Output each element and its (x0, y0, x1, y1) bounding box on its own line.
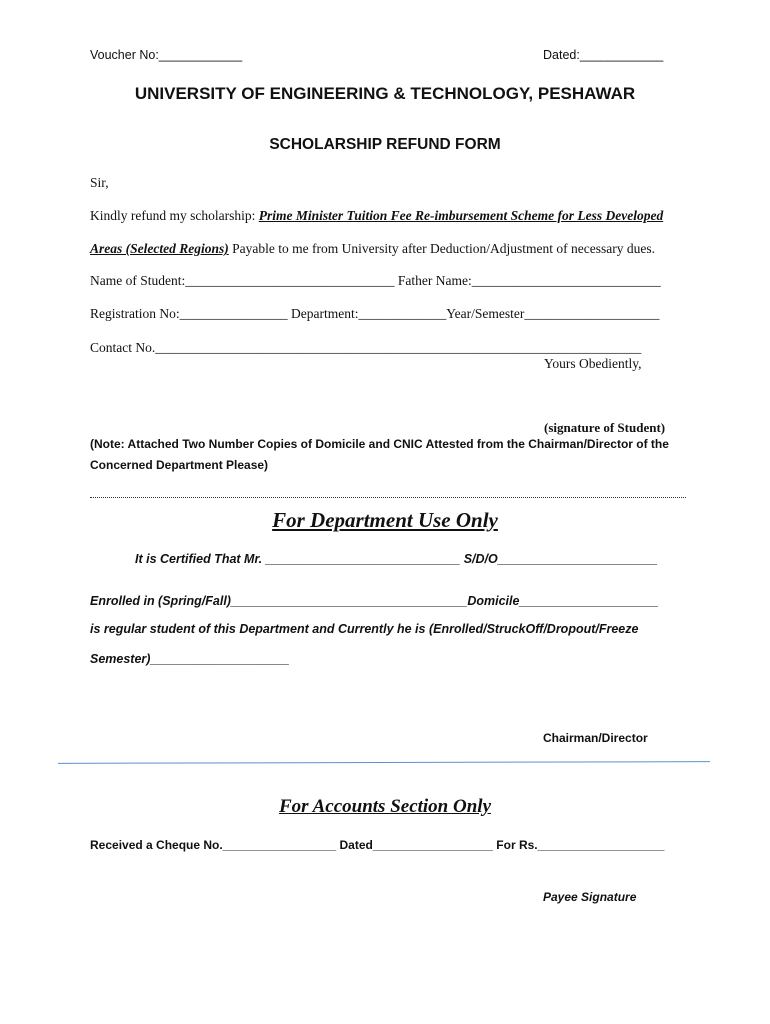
university-name: UNIVERSITY OF ENGINEERING & TECHNOLOGY, PESHAWAR (134, 84, 636, 103)
contact-field: Contact No.________________________________________________________________________ (90, 340, 642, 355)
scheme-name: Prime Minister Tuition Fee Re-imbursement Scheme for Less Developed (258, 208, 664, 223)
closing: Yours Obediently, (544, 356, 642, 371)
refund-request-line-2 (90, 241, 655, 257)
payee-signature-label: Payee Signature (543, 890, 637, 904)
student-signature-label: (signature of Student) (544, 420, 666, 435)
note-line-1: (Note: Attached Two Number Copies of Domicile and CNIC Attested from the Chairman/Director of the (90, 437, 669, 451)
accounts-section-title: For Accounts Section Only (278, 796, 491, 817)
note-line-2: Concerned Department Please) (90, 458, 269, 472)
form-title: SCHOLARSHIP REFUND FORM (269, 136, 501, 153)
section-divider (90, 497, 686, 498)
certified-line: It is Certified That Mr. ____________________________ S/D/O_______________________ (135, 552, 658, 566)
registration-field: Registration No:________________ Department:_____________Year/Semester____________________ (90, 306, 660, 321)
student-name-field: Name of Student:_______________________________ Father Name:____________________________ (90, 273, 661, 288)
cheque-line: Received a Cheque No._________________ Dated__________________ For Rs.___________________ (90, 838, 665, 852)
refund-request-suffix: Payable to me from University after Deduction/Adjustment of necessary dues. (228, 241, 655, 256)
dated-field: Dated:____________ (543, 48, 664, 62)
salutation: Sir, (90, 175, 109, 190)
scheme-name-continued: Areas (Selected Regions) (90, 241, 229, 256)
enrolled-line: Enrolled in (Spring/Fall)__________________________________Domicile____________________ (90, 594, 659, 608)
refund-request-prefix: Kindly refund my scholarship: (90, 208, 259, 223)
voucher-number-field: Voucher No:____________ (90, 48, 243, 62)
blue-divider (58, 761, 710, 764)
refund-request-line-1 (90, 208, 663, 224)
regular-student-line: is regular student of this Department and Currently he is (Enrolled/StruckOff/Dropout/Freeze (90, 622, 639, 636)
chairman-signatory: Chairman/Director (543, 731, 648, 745)
semester-line: Semester)____________________ (90, 652, 290, 666)
department-section-title: For Department Use Only (272, 508, 498, 532)
